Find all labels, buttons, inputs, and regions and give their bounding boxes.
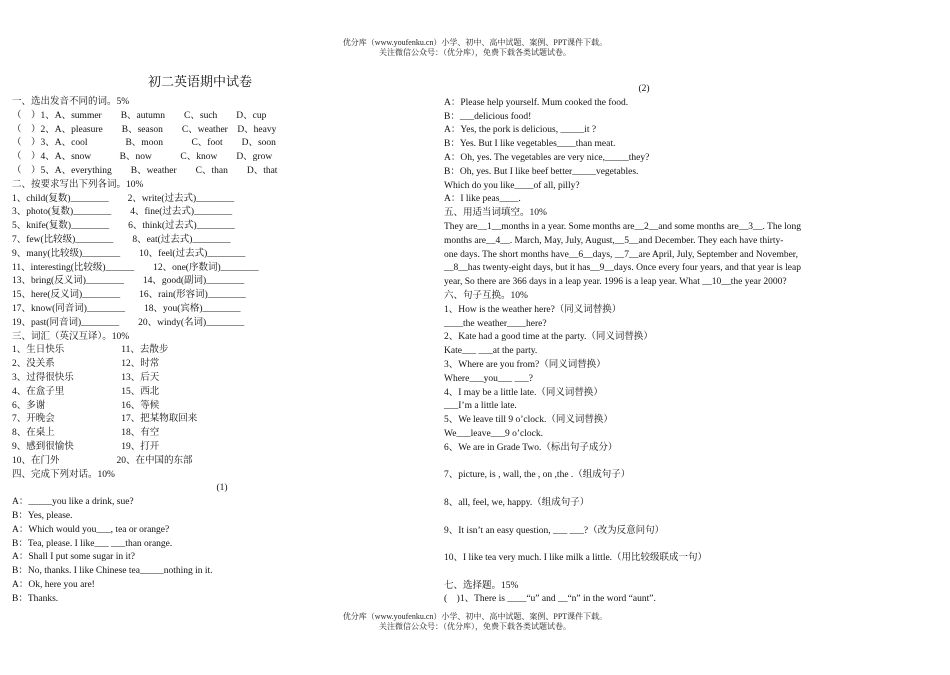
right-line: [444, 566, 844, 580]
left-line: 四、完成下列对话。10%: [12, 469, 115, 480]
right-line: 7、picture, is , wall, the , on ,the .（组成句子）: [444, 470, 631, 481]
right-line: ( )1、There is ____“u” and __“n” in the word “aunt”.: [444, 594, 656, 605]
left-line: 7、few(比较级)________ 8、eat(过去式)________: [12, 234, 231, 245]
right-line: B：Oh, yes. But I like beef better_____vegetables.: [444, 166, 639, 177]
left-line: 9、many(比较级)________ 10、feel(过去式)________: [12, 248, 246, 259]
left-line: 17、know(同音词)________ 18、you(宾格)________: [12, 303, 241, 314]
right-line: A：I like peas____.: [444, 194, 521, 205]
left-line: A：Ok, here you are!: [12, 579, 95, 590]
left-line: B：Tea, please. I like___ ___than orange.: [12, 538, 173, 549]
left-line: 6、多谢 16、等候: [12, 400, 160, 411]
right-line: 8、all, feel, we, happy.（组成句子）: [444, 497, 590, 508]
left-line: 9、感到很愉快 19、打开: [12, 441, 160, 452]
left-line: 4、在盒子里 15、西北: [12, 386, 160, 397]
left-line: B：Yes, please.: [12, 510, 73, 521]
footer-line-1: 优分库（www.youfenku.cn）小学、初中、高中试题、案例、PPT课件下载。: [342, 612, 608, 621]
left-line: A：_____you like a drink, sue?: [12, 497, 134, 508]
left-column: [12, 96, 432, 606]
left-line: (1): [216, 483, 228, 494]
page-footer: [0, 612, 950, 632]
right-line: A：Oh, yes. The vegetables are very nice,_____they?: [444, 152, 650, 163]
left-line: 2、没关系 12、时常: [12, 359, 160, 370]
right-line: 3、Where are you from?（同义词替换）: [444, 359, 606, 370]
right-line: B：___delicious food!: [444, 111, 532, 122]
right-line: ____the weather____here?: [444, 318, 547, 329]
right-line: 9、It isn’t an easy question, ___ ___?（改为反意问句）: [444, 525, 665, 536]
right-line: months are__4__. March, May, July, August,__5__and December. They each have thirty-: [444, 235, 784, 246]
left-line: （ ）1、A、summer B、autumn C、such D、cup: [12, 110, 267, 121]
right-line: Which do you like____of all, pilly?: [444, 180, 580, 191]
right-line: Where___you___ ___?: [444, 373, 533, 384]
left-line: 1、生日快乐 11、去散步: [12, 345, 169, 356]
right-line: ___I’m a little late.: [444, 401, 517, 412]
right-line: __8__has twenty-eight days, but it has__9__days. Once every four years, and that year is leap: [444, 263, 801, 274]
right-line: 1、How is the weather here?（同义词替换）: [444, 304, 622, 315]
right-line: 4、I may be a little late.（同义词替换）: [444, 387, 603, 398]
right-line: [444, 456, 844, 470]
page-header: [0, 38, 950, 58]
left-line: 13、bring(反义词)________ 14、good(副词)________: [12, 276, 245, 287]
header-line-2: 关注微信公众号：（优分库），免费下载各类试题试卷。: [379, 48, 571, 57]
left-line: 5、knife(复数)________ 6、think(过去式)________: [12, 221, 235, 232]
left-line: （ ）2、A、pleasure B、season C、weather D、heavy: [12, 124, 277, 135]
right-line: [444, 511, 844, 525]
right-column: [444, 83, 844, 607]
left-line: 3、photo(复数)________ 4、fine(过去式)________: [12, 207, 233, 218]
left-line: （ ）3、A、cool B、moon C、foot D、soon: [12, 138, 276, 149]
right-line: one days. The short months have__6__days, __7__are April, July, September and November,: [444, 249, 798, 260]
left-line: B：Thanks.: [12, 593, 59, 604]
right-line: 6、We are in Grade Two.（标出句子成分）: [444, 442, 618, 453]
right-line: [444, 538, 844, 552]
left-line: 1、child(复数)________ 2、write(过去式)________: [12, 193, 235, 204]
left-line: 3、过得很快乐 13、后天: [12, 372, 160, 383]
right-line: B：Yes. But I like vegetables____than meat.: [444, 139, 616, 150]
left-line: A：Which would you___, tea or orange?: [12, 524, 170, 535]
left-line: B：No, thanks. I like Chinese tea_____nothing in it.: [12, 566, 213, 577]
left-line: 一、选出发音不同的词。5%: [12, 97, 130, 107]
right-line: 七、选择题。15%: [444, 580, 519, 591]
left-line: 二、按要求写出下列各词。10%: [12, 179, 144, 190]
right-line: 5、We leave till 9 o’clock.（同义词替换）: [444, 415, 613, 426]
left-line: 三、词汇（英汉互译）。10%: [12, 331, 130, 342]
right-line: We___leave___9 o’clock.: [444, 428, 543, 439]
right-line: 六、句子互换。10%: [444, 290, 528, 301]
right-line: A：Please help yourself. Mum cooked the food.: [444, 97, 629, 108]
right-line: year, So there are 366 days in a leap year. 1996 is a leap year. What __10__the year 2000?: [444, 277, 787, 288]
left-line: 8、在桌上 18、有空: [12, 428, 160, 439]
left-line: 11、interesting(比较级)______ 12、one(序数词)________: [12, 262, 259, 273]
footer-line-2: 关注微信公众号：（优分库），免费下载各类试题试卷。: [379, 622, 571, 631]
right-line: 五、用适当词填空。10%: [444, 208, 547, 219]
left-line: （ ）5、A、everything B、weather C、than D、that: [12, 165, 278, 176]
left-line: A：Shall I put some sugar in it?: [12, 552, 135, 563]
left-line: 10、在门外 20、在中国的东部: [12, 455, 193, 466]
header-line-1: 优分库（www.youfenku.cn）小学、初中、高中试题、案例、PPT课件下载。: [342, 38, 608, 47]
right-line: 2、Kate had a good time at the party.（同义词替换）: [444, 332, 653, 343]
left-line: 15、here(反义词)________ 16、rain(形容词)________: [12, 290, 246, 301]
page-title: 初二英语期中试卷: [148, 74, 253, 89]
right-line: They are__1__months in a year. Some months are__2__and some months are__3__. The long: [444, 221, 802, 232]
right-line: Kate___ ___at the party.: [444, 346, 538, 357]
left-line: （ ）4、A、snow B、now C、know D、grow: [12, 152, 273, 163]
right-line: A：Yes, the pork is delicious, _____it ?: [444, 125, 597, 136]
right-line: (2): [638, 84, 650, 94]
right-line: [444, 483, 844, 497]
left-line: 19、past(同音词)________ 20、windy(名词)________: [12, 317, 245, 328]
right-line: 10、I like tea very much. I like milk a little.（用比较级联成一句）: [444, 553, 708, 564]
left-line: 7、开晚会 17、把某物取回来: [12, 414, 198, 425]
